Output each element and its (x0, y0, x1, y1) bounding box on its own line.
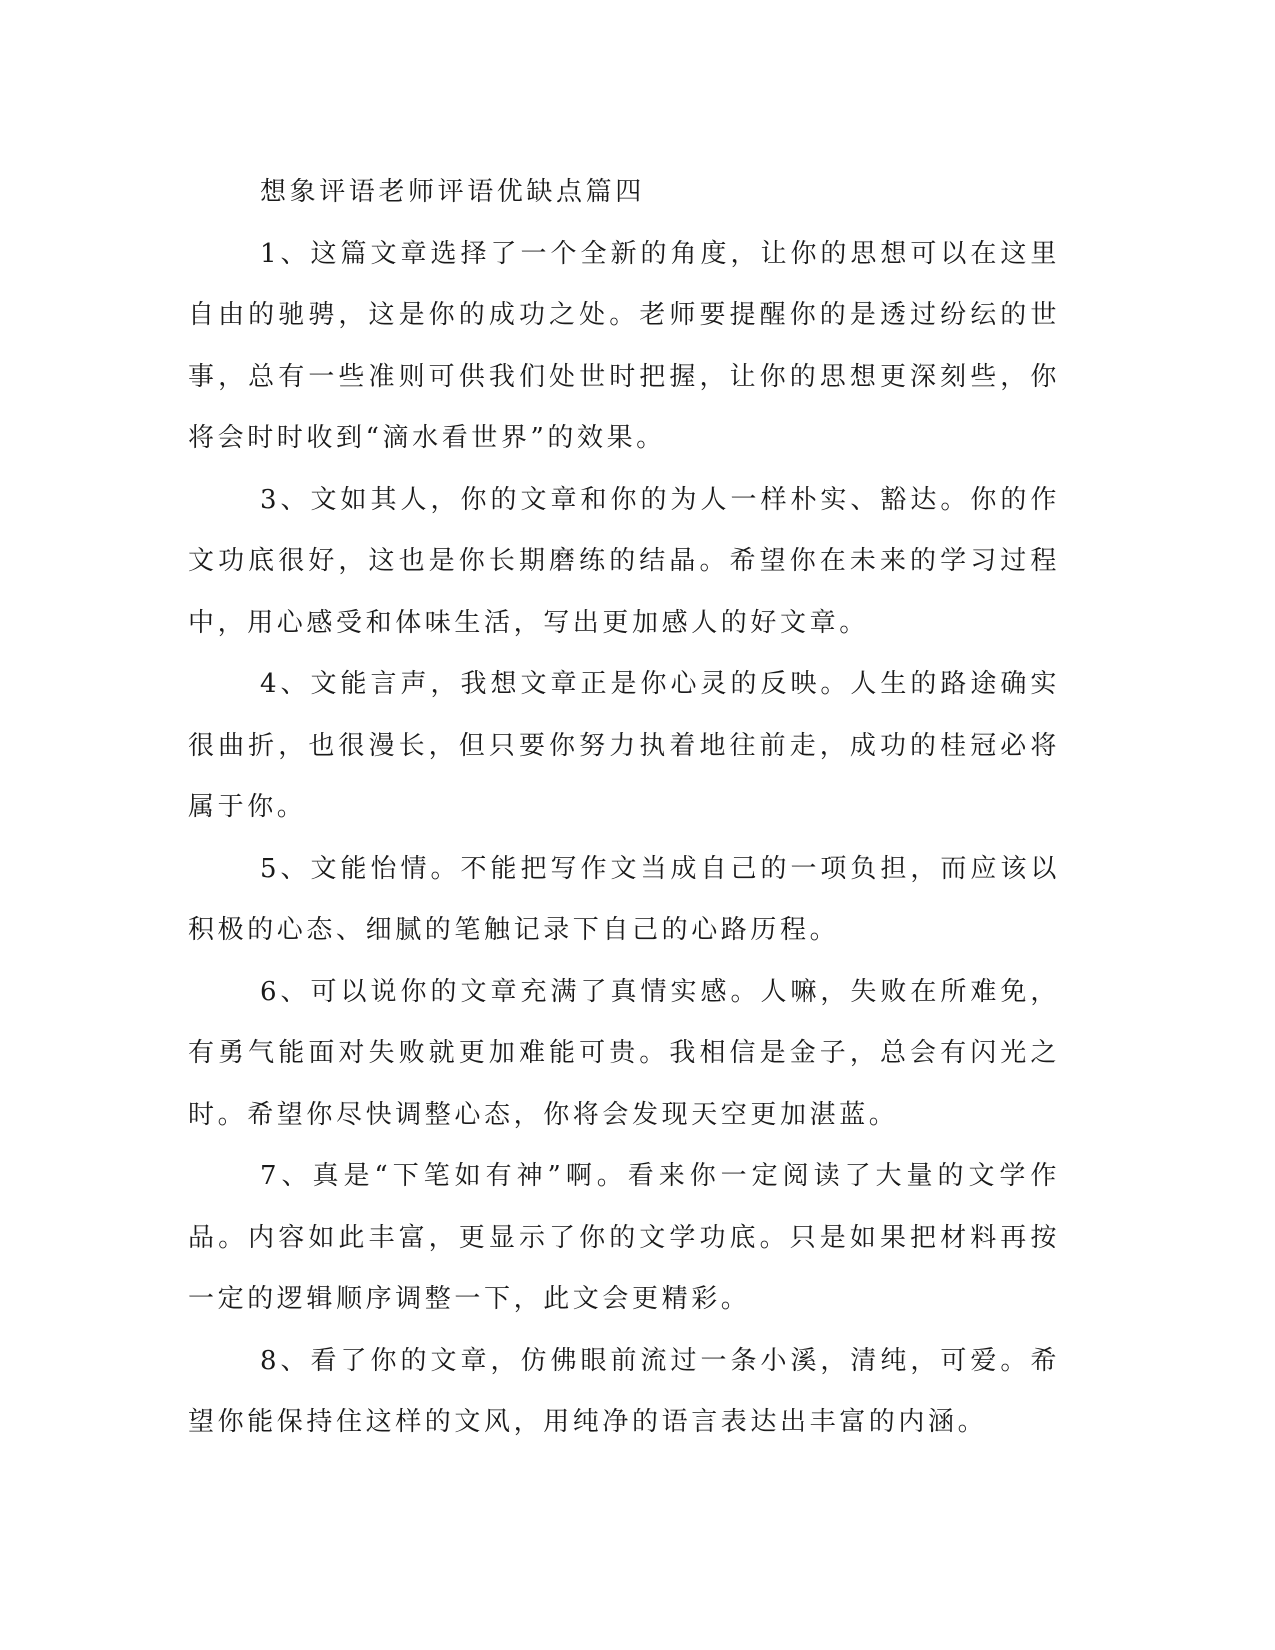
paragraph-6: 6、可以说你的文章充满了真情实感。人嘛，失败在所难免，有勇气能面对失败就更加难能可贵。我相信是金子，总会有闪光之时。希望你尽快调整心态，你将会发现天空更加湛蓝。 (188, 976, 1060, 1130)
paragraph-1: 1、这篇文章选择了一个全新的角度，让你的思想可以在这里自由的驰骋，这是你的成功之处。老师要提醒你的是透过纷纭的世事，总有一些准则可供我们处世时把握，让你的思想更深刻些，你将会时时收到“滴水看世界”的效果。 (188, 238, 1060, 453)
paragraph-5: 5、文能怡情。不能把写作文当成自己的一项负担，而应该以积极的心态、细腻的笔触记录下自己的心路历程。 (188, 853, 1060, 945)
paragraph-7: 7、真是“下笔如有神”啊。看来你一定阅读了大量的文学作品。内容如此丰富，更显示了你的文学功底。只是如果把材料再按一定的逻辑顺序调整一下，此文会更精彩。 (188, 1161, 1060, 1314)
document-body (188, 162, 1060, 1454)
paragraph-3: 3、文如其人，你的文章和你的为人一样朴实、豁达。你的作文功底很好，这也是你长期磨练的结晶。希望你在未来的学习过程中，用心感受和体味生活，写出更加感人的好文章。 (188, 484, 1060, 638)
paragraph-8: 8、看了你的文章，仿佛眼前流过一条小溪，清纯，可爱。希望你能保持住这样的文风，用纯净的语言表达出丰富的内涵。 (188, 1345, 1060, 1437)
document-title: 想象评语老师评语优缺点篇四 (260, 177, 645, 207)
paragraph-4: 4、文能言声，我想文章正是你心灵的反映。人生的路途确实很曲折，也很漫长，但只要你努力执着地往前走，成功的桂冠必将属于你。 (188, 669, 1060, 822)
